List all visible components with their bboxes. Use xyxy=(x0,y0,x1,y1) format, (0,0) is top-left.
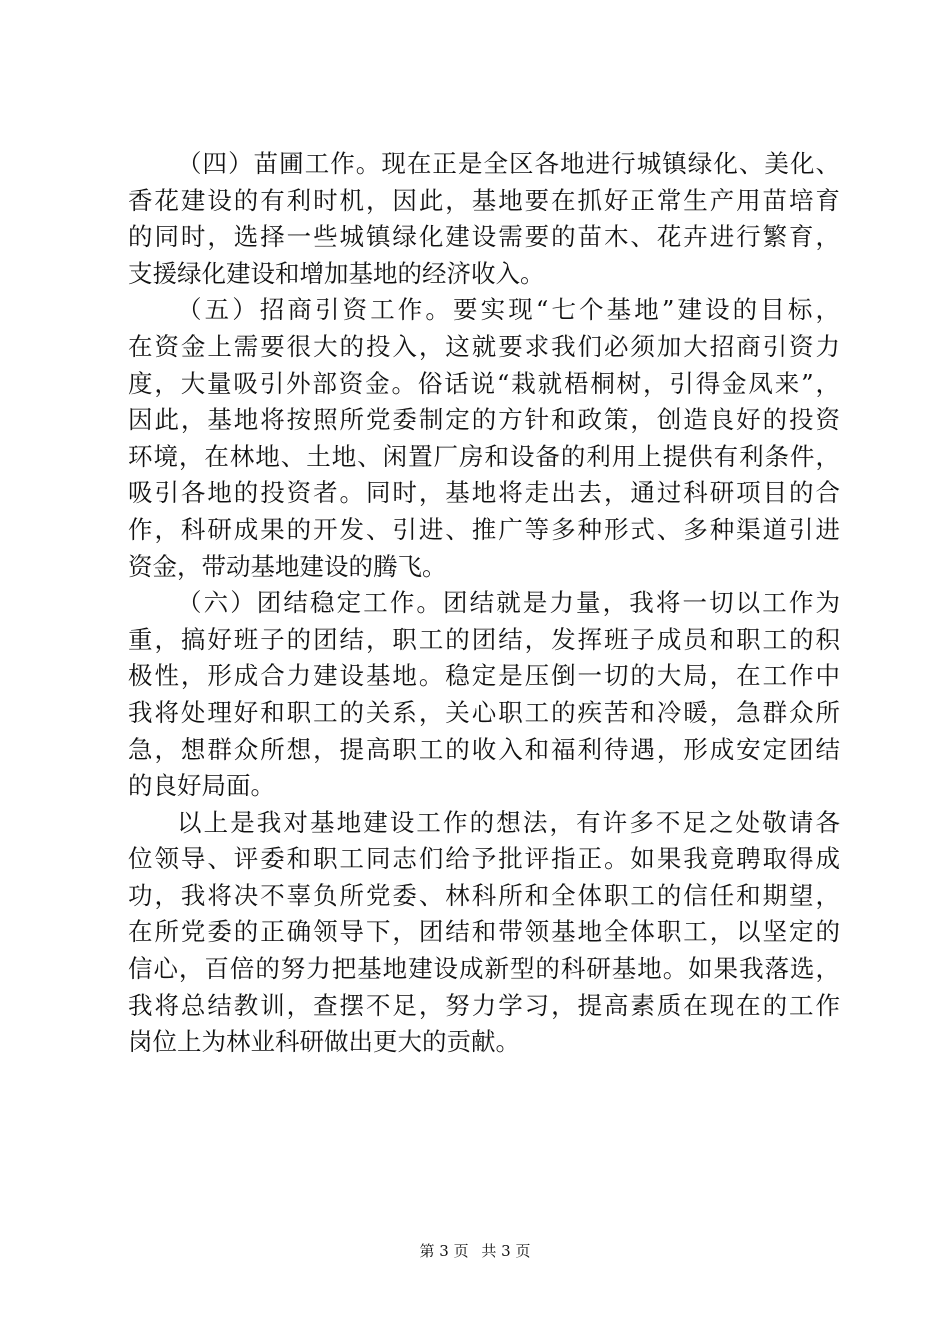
text-line: 度，大量吸引外部资金。俗话说“栽就梧桐树，引得金凤来”， xyxy=(128,368,840,398)
text-line: 急，想群众所想，提高职工的收入和福利待遇，形成安定团结 xyxy=(128,734,840,764)
text-line: 重，搞好班子的团结，职工的团结，发挥班子成员和职工的积 xyxy=(128,624,840,654)
text-line: 极性，形成合力建设基地。稳定是压倒一切的大局，在工作中 xyxy=(128,661,840,691)
text-line: 在资金上需要很大的投入，这就要求我们必须加大招商引资力 xyxy=(128,331,840,361)
text-line: 信心，百倍的努力把基地建设成新型的科研基地。如果我落选， xyxy=(128,954,840,984)
text-line: 香花建设的有利时机，因此，基地要在抓好正常生产用苗培育 xyxy=(128,185,840,215)
text-line: 因此，基地将按照所党委制定的方针和政策，创造良好的投资 xyxy=(128,405,840,435)
text-line: （四）苗圃工作。现在正是全区各地进行城镇绿化、美化、 xyxy=(177,149,840,178)
text-line: 功，我将决不辜负所党委、林科所和全体职工的信任和期望， xyxy=(128,880,840,910)
text-line: 的同时，选择一些城镇绿化建设需要的苗木、花卉进行繁育， xyxy=(128,222,840,252)
document-body xyxy=(128,146,840,1061)
text-line: 以上是我对基地建设工作的想法，有许多不足之处敬请各 xyxy=(177,807,840,837)
text-line: 我将处理好和职工的关系，关心职工的疾苦和冷暖，急群众所 xyxy=(128,697,840,727)
text-line: 在所党委的正确领导下，团结和带领基地全体职工，以坚定的 xyxy=(128,917,840,947)
text-line: 作，科研成果的开发、引进、推广等多种形式、多种渠道引进 xyxy=(128,514,840,544)
text-line: （五）招商引资工作。要实现“七个基地”建设的目标， xyxy=(177,295,840,325)
page-footer xyxy=(0,1241,950,1261)
text-line: （六）团结稳定工作。团结就是力量，我将一切以工作为 xyxy=(177,588,840,618)
text-line: 的良好局面。 xyxy=(128,771,275,801)
page-number: 第 3 页 xyxy=(419,1242,469,1260)
page-total: 共 3 页 xyxy=(481,1242,531,1260)
text-line: 支援绿化建设和增加基地的经济收入。 xyxy=(128,258,545,288)
text-line: 岗位上为林业科研做出更大的贡献。 xyxy=(128,1027,520,1057)
text-line: 位领导、评委和职工同志们给予批评指正。如果我竟聘取得成 xyxy=(128,844,840,874)
text-line: 我将总结教训，查摆不足，努力学习，提高素质在现在的工作 xyxy=(128,990,840,1020)
text-line: 吸引各地的投资者。同时，基地将走出去，通过科研项目的合 xyxy=(128,478,840,508)
text-line: 环境，在林地、土地、闲置厂房和设备的利用上提供有利条件， xyxy=(128,441,840,471)
text-line: 资金，带动基地建设的腾飞。 xyxy=(128,551,447,581)
